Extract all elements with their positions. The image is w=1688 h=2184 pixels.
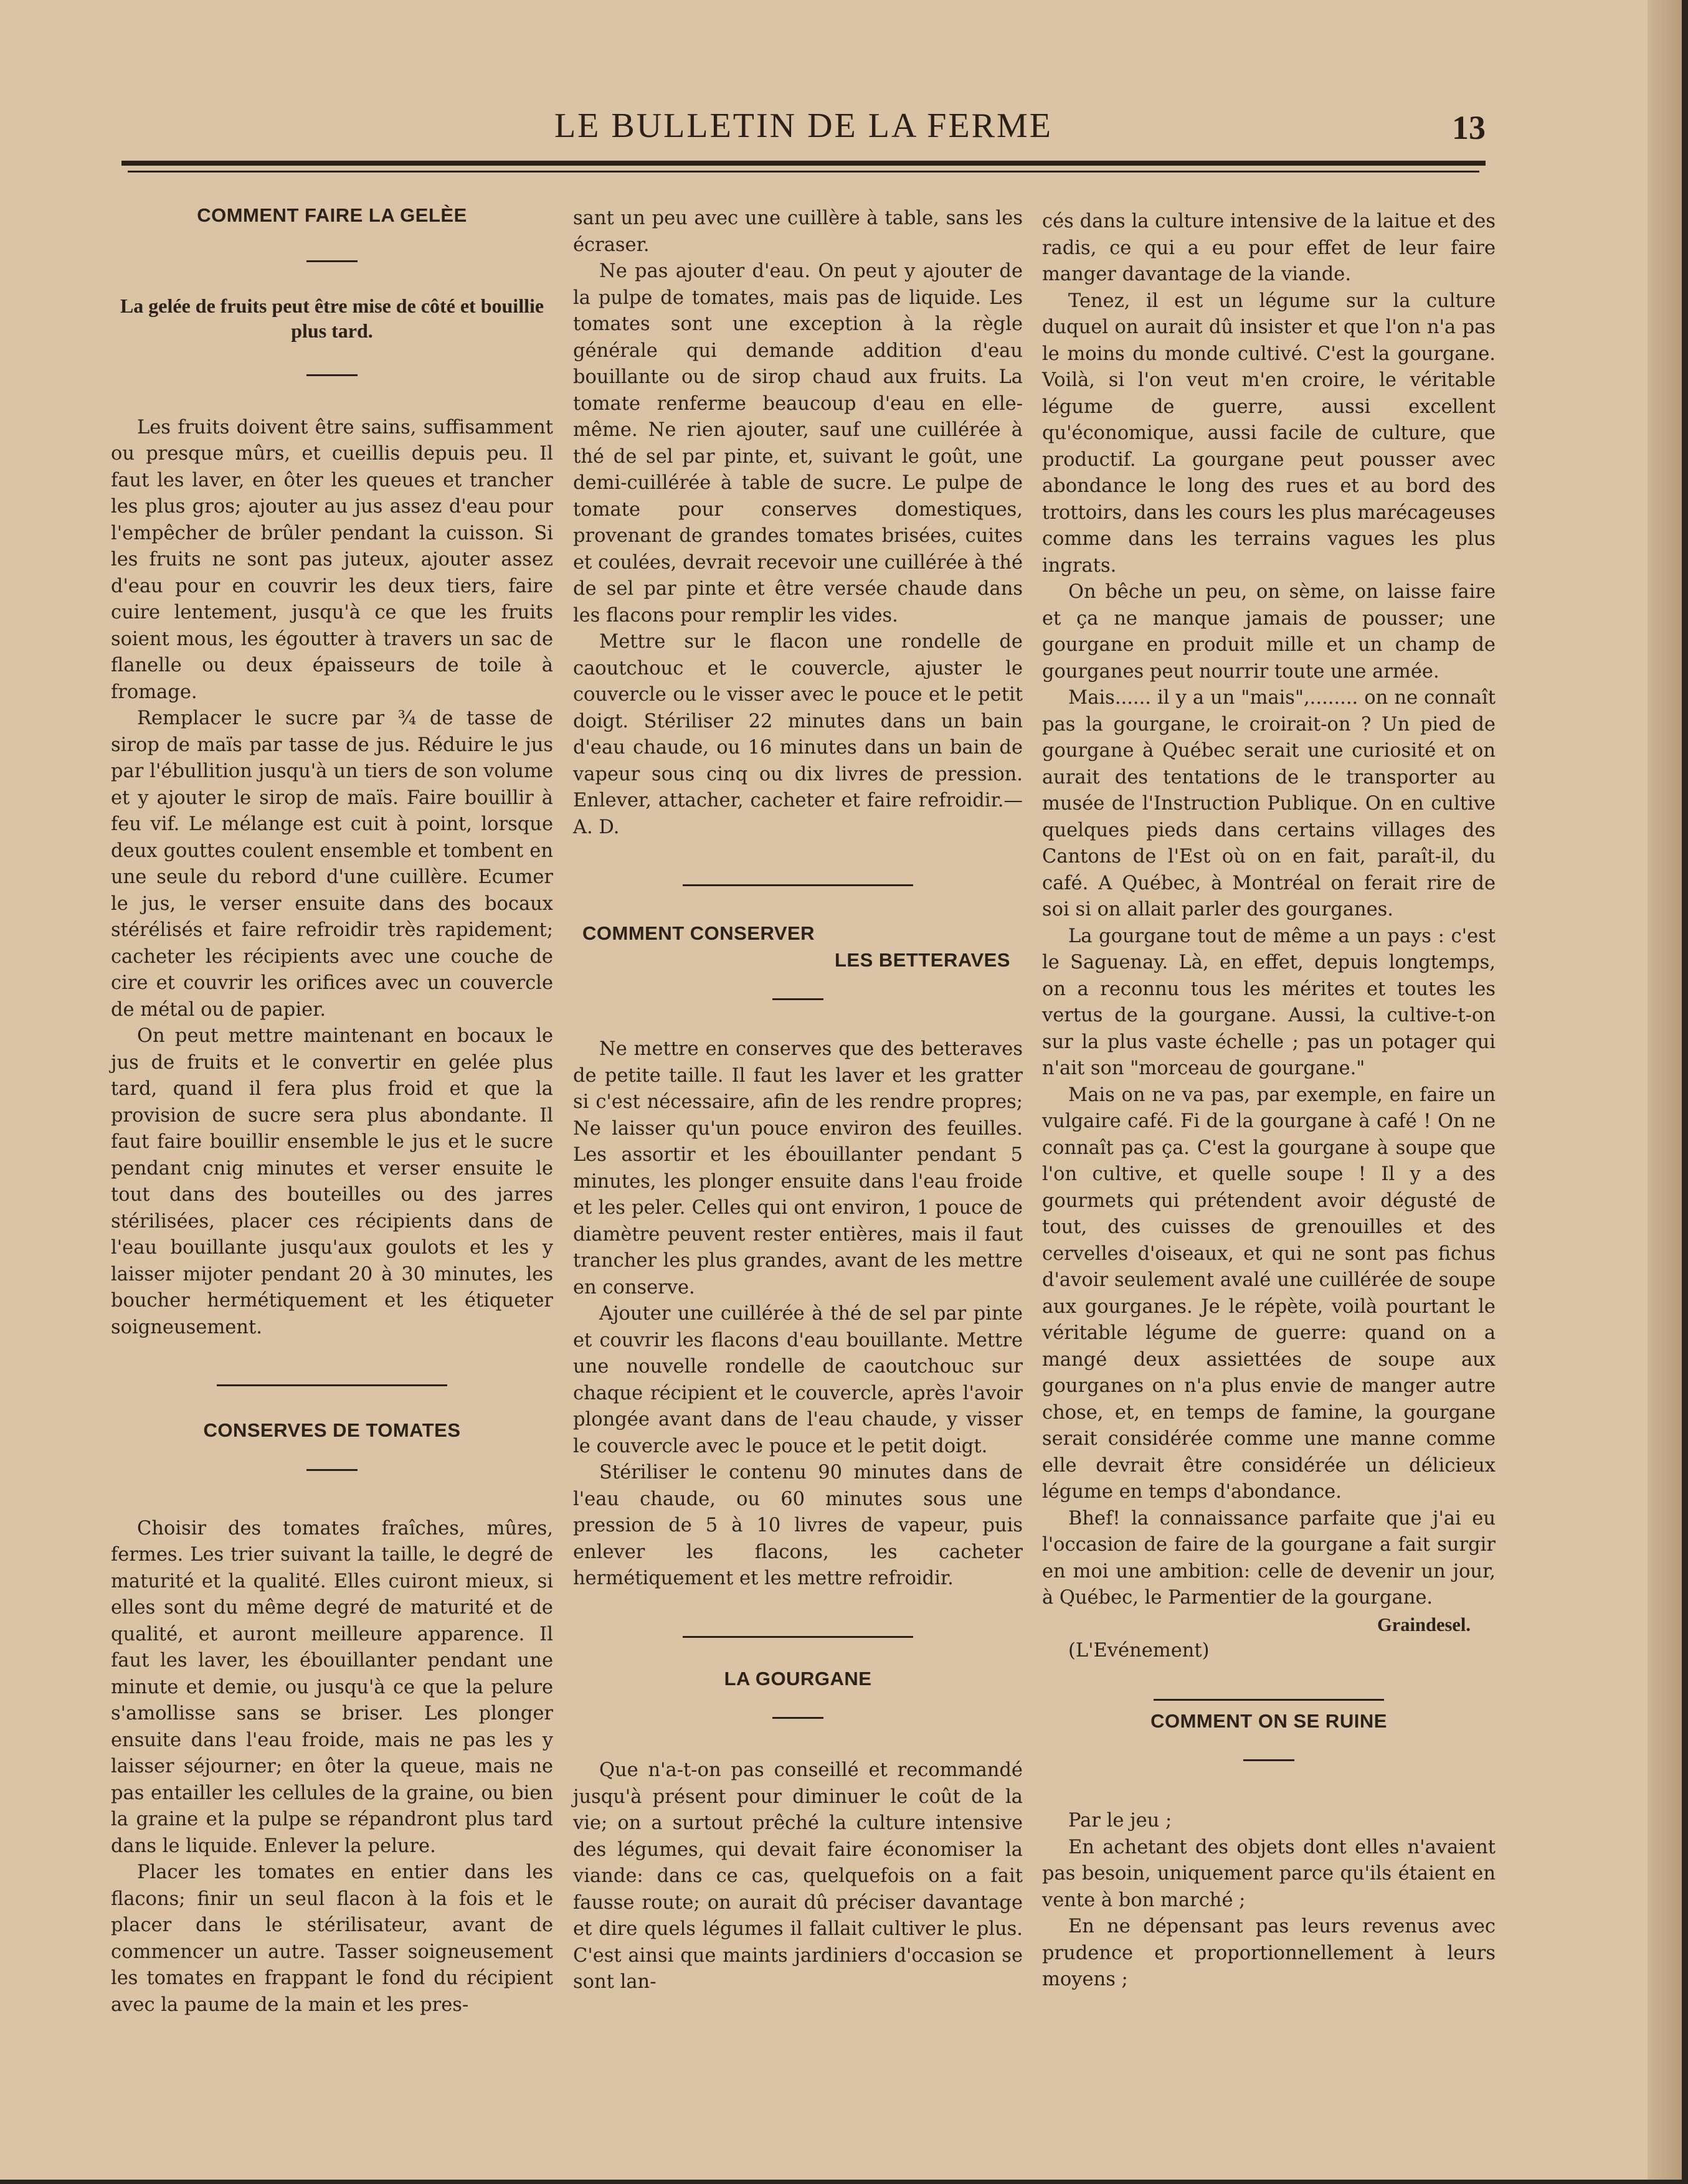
paragraph: Choisir des tomates fraîches, mûres, fermes. Les trier suivant la taille, le degré de maturité et la qualité. Elles cuiront mieux, si elles sont du même degré de maturité et de qualité, et auront meilleure apparence. Il faut les laver, les ébouillanter pendant une minute et demie, ou jusqu'à ce que la pelure s'amollisse sans se briser. Les plonger ensuite dans l'eau froide, mais ne pas les y laisser séjourner; en ôter la queue, mais ne pas entailler les cellules de la graine, ou bien la graine et la pulpe se répandront plus tard dans le liquide. Enlever la pelure. <box>111 1517 553 1857</box>
paragraph: La gourgane tout de même a un pays : c'est le Saguenay. Là, en effet, depuis longtemps, on a reconnu tous les mérites et toutes les vertus de la gourgane. Aussi, la cultive-t-on sur la plus vaste échelle ; pas un potager qui n'ait son "morceau de gourgane." <box>1042 925 1496 1079</box>
paragraph: Tenez, il est un légume sur la culture duquel on aurait dû insister et que l'on n'a pas le moins du monde cultivé. C'est la gourgane. Voilà, si l'on veut m'en croire, le véritable légume de guerre, aussi excellent qu'économique, aussi facile de culture, que productif. La gourgane peut pousser avec abondance le long des rues et au bord des trottoirs, dans les cours les plus marécageuses comme dans les terrains vagues les plus ingrats. <box>1042 290 1496 577</box>
heading-dash <box>772 1717 823 1719</box>
paragraph: Mettre sur le flacon une rondelle de caoutchouc et le couvercle, ajuster le couvercle ou le visser avec le pouce et le petit doigt. Stériliser 22 minutes dans un bain d'eau chaude, ou 16 minutes dans un bain de vapeur sous cinq ou dix livres de pression. Enlever, attacher, cacheter et faire refroidir.—A. D. <box>573 631 1023 838</box>
paragraph: Ne pas ajouter d'eau. On peut y ajouter de la pulpe de tomates, mais pas de liquide. Les tomates sont une exception à la règle générale qui demande addition d'eau bouillante ou de sirop chaud aux fruits. La tomate renferme beaucoup d'eau en elle-même. Ne rien ajouter, sauf une cuillérée à thé de sel par pinte, et, suivant le goût, une demi-cuillérée à table de sucre. Le pulpe de tomate pour conserves domestiques, provenant de grandes tomates brisées, cuites et coulées, devrait recevoir une cuillérée à thé de sel par pinte et être versée chaude dans les flacons pour remplir les vides. <box>573 260 1023 626</box>
paragraph: On peut mettre maintenant en bocaux le jus de fruits et le convertir en gelée plus tard, quand il fera plus froid et que la provision de sucre sera plus abondante. Il faut faire bouillir ensemble le jus et le sucre pendant cnig minutes et verser ensuite le tout dans des bouteilles ou des jarres stérilisées, placer ces récipients dans de l'eau bouillante jusqu'aux goulots et les y laisser mijoter pendant 20 à 30 minutes, les boucher hermétiquement et les étiqueter soigneusement. <box>111 1025 553 1338</box>
publication-title: LE BULLETIN DE LA FERME <box>554 106 1053 145</box>
paragraph: Mais on ne va pas, par exemple, en faire un vulgaire café. Fi de la gourgane à café ! On ne connaît pas ça. C'est la gourgane à soupe que l'on cultive, et quelle soupe ! Il y a des gourmets qui prétendent avoir dégusté de tout, des cuisses de grenouilles et des cervelles d'oiseaux, et qui ne sont pas fichus d'avoir seulement avalé une cuillérée de soupe aux gourganes. Je le répète, voilà pourtant le véritable légume de guerre: quand on a mangé deux assiettées de soupe aux gourganes on n'a plus envie de manger autre chose, et, en temps de famine, la gourgane serait considérée comme une manne comme elle devrait être considérée un délicieux légume en temps d'abondance. <box>1042 1084 1496 1503</box>
article-heading-tomates: CONSERVES DE TOMATES <box>203 1419 461 1441</box>
paragraph: Ajouter une cuillérée à thé de sel par pinte et couvrir les flacons d'eau bouillante. Mettre une nouvelle rondelle de caoutchouc sur chaque récipient et le couvercle, après l'avoir plongée avant dans de l'eau chaude, y visser le couvercle avec le pouce et le petit doigt. <box>573 1303 1023 1457</box>
article-heading-betteraves-line2: LES BETTERAVES <box>834 948 1010 971</box>
column-3 <box>1042 209 1496 1993</box>
article-heading-gourgane: LA GOURGANE <box>724 1667 872 1690</box>
article-source: (L'Evénement) <box>1068 1640 1210 1662</box>
heading-dash <box>772 998 823 1000</box>
article-separator <box>683 1636 913 1638</box>
page-spine-shadow <box>1648 0 1682 2180</box>
paragraph: Par le jeu ; <box>1068 1810 1172 1832</box>
column-1 <box>111 202 553 2018</box>
heading-dash <box>1243 1759 1294 1761</box>
article-separator <box>1154 1699 1384 1701</box>
paragraph: Que n'a-t-on pas conseillé et recommandé jusqu'à présent pour diminuer le coût de la vie; on a surtout prêché la culture intensive des légumes, qui devait faire économiser la viande: dans ce cas, quelquefois on a fait fausse route; on aurait dû préciser davantage et dire quels légumes il fallait cultiver le plus. C'est ainsi que maints jardiniers d'occasion se sont lan- <box>573 1759 1023 1993</box>
article-signature: Graindesel. <box>1377 1614 1471 1635</box>
paragraph: Bhef! la connaissance parfaite que j'ai eu l'occasion de faire de la gourgane a fait surgir en moi une ambition: celle de devenir un jour, à Québec, le Parmentier de la gourgane. <box>1042 1507 1496 1609</box>
heading-dash <box>306 260 358 262</box>
article-subtitle-gelee: La gelée de fruits peut être mise de côté et bouillie plus tard. <box>120 294 544 342</box>
paragraph: cés dans la culture intensive de la laitue et des radis, ce qui a eu pour effet de leur faire manger davantage de la viande. <box>1042 210 1496 285</box>
paragraph: Mais...... il y a un "mais",........ on ne connaît pas la gourgane, le croirait-on ? Un pied de gourgane à Québec serait une curiosité et on aurait des tentations de le transporter au musée de l'Instruction Publique. On en cultive quelques pieds dans certains villages des Cantons de l'Est où on en fait, paraît-il, du café. A Québec, à Montréal on ferait rire de soi si on allait parler des gourganes. <box>1042 687 1496 920</box>
paragraph: sant un peu avec une cuillère à table, sans les écraser. <box>573 207 1023 256</box>
paragraph: Ne mettre en conserves que des betteraves de petite taille. Il faut les laver et les gratter si c'est nécessaire, afin de les rendre propres; Ne laisser qu'un pouce environ des feuilles. Les assortir et les ébouillanter pendant 5 minutes, les plonger ensuite dans l'eau froide et les peler. Celles qui ont environ, 1 pouce de diamètre peuvent rester entières, mais il faut trancher les plus grandes, avant de les mettre en conserve. <box>573 1038 1023 1298</box>
article-heading-ruine: COMMENT ON SE RUINE <box>1150 1709 1387 1732</box>
article-separator <box>217 1384 447 1386</box>
paragraph: Placer les tomates en entier dans les flacons; finir un seul flacon à la fois et le placer dans le stérilisateur, avant de commencer un autre. Tasser soigneusement les tomates en frappant le fond du récipient avec la paume de la main et les pres- <box>111 1861 553 2016</box>
article-separator <box>683 884 913 886</box>
paragraph: On bêche un peu, on sème, on laisse faire et ça ne manque jamais de pousser; une gourgane en produit mille et un champ de gourganes peut nourrir toute une armée. <box>1042 581 1496 683</box>
paragraph: En achetant des objets dont elles n'avaient pas besoin, uniquement parce qu'ils étaient en vente à bon marché ; <box>1042 1836 1496 1911</box>
header-rule-thick <box>121 161 1486 166</box>
page-number: 13 <box>1452 109 1486 146</box>
paragraph: Remplacer le sucre par ¾ de tasse de sirop de maïs par tasse de jus. Réduire le jus par l'ébullition jusqu'à un tiers de son volume et y ajouter le sirop de maïs. Faire bouillir à feu vif. Le mélange est cuit à point, lorsque deux gouttes coulent ensemble et tombent en une seule du rebord d'une cuillère. Ecumer le jus, le verser ensuite dans des bocaux stérélisés et faire refroidir très rapidement; cacheter les récipients avec une couche de cire et couvrir les orifices avec un couvercle de métal ou de papier. <box>111 707 553 1021</box>
article-heading-betteraves-line1: COMMENT CONSERVER <box>582 922 815 944</box>
header-rule-thin <box>128 171 1479 173</box>
column-2 <box>573 206 1023 1996</box>
paragraph: En ne dépensant pas leurs revenus avec prudence et proportionnellement à leurs moyens ; <box>1042 1916 1496 1990</box>
article-heading-gelee: COMMENT FAIRE LA GELÈE <box>197 204 467 226</box>
paragraph: Stériliser le contenu 90 minutes dans de l'eau chaude, ou 60 minutes sous une pression de 5 à 10 livres de vapeur, puis enlever les flacons, les cacheter hermétiquement et les mettre refroidir. <box>573 1462 1023 1589</box>
heading-dash <box>306 1469 358 1471</box>
heading-dash <box>306 374 358 376</box>
paragraph: Les fruits doivent être sains, suffisamment ou presque mûrs, et cueillis depuis peu. Il faut les laver, en ôter les queues et trancher les plus gros; ajouter au jus assez d'eau pour l'empêcher de brûler pendant la cuisson. Si les fruits ne sont pas juteux, ajouter assez d'eau pour en couvrir les deux tiers, faire cuire lentement, jusqu'à ce que les fruits soient mous, les égoutter à travers un sac de flanelle ou deux épaisseurs de toile à fromage. <box>111 416 553 703</box>
page-header <box>121 106 1486 149</box>
